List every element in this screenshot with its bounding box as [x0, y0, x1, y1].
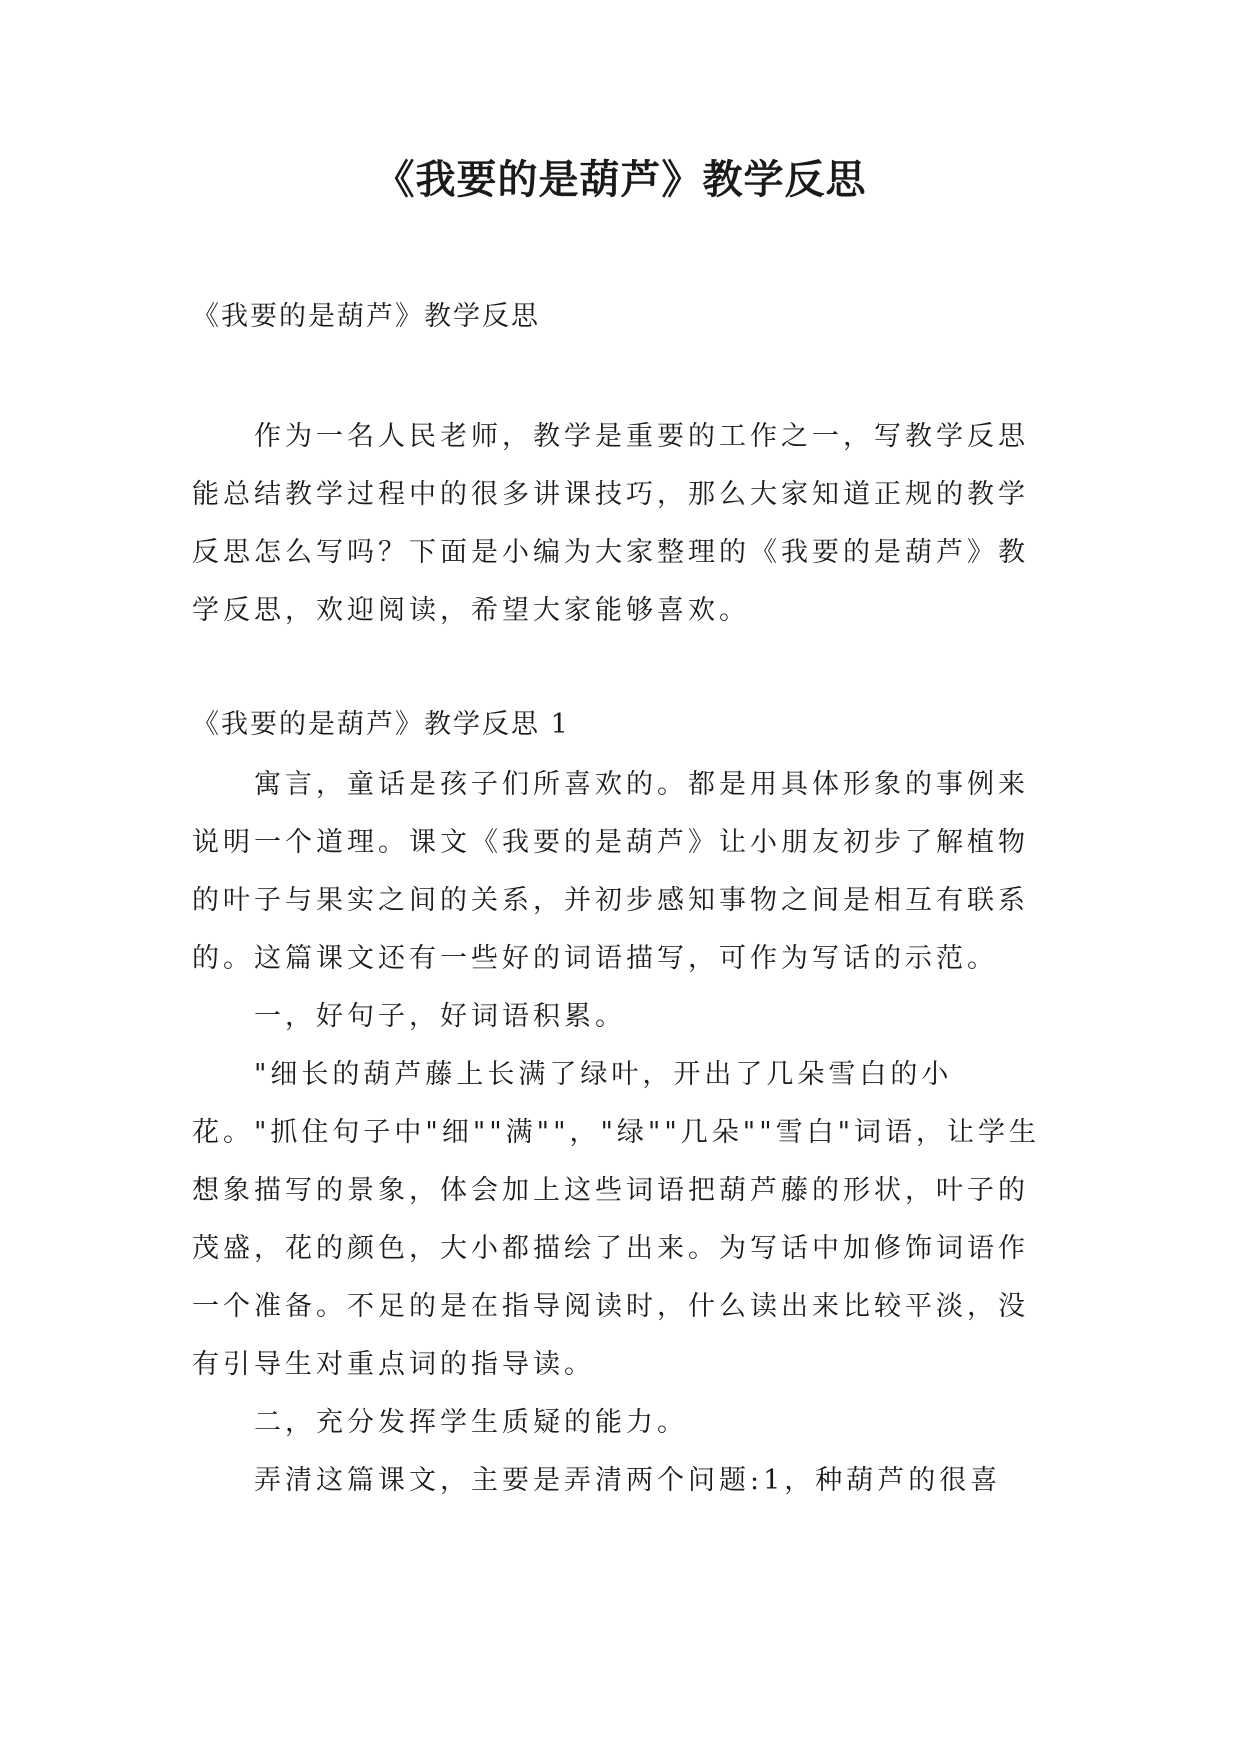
- document-subtitle: 《我要的是葫芦》教学反思: [192, 301, 540, 332]
- body-paragraph: 二，充分发挥学生质疑的能力。: [254, 1407, 688, 1438]
- document-title: 《我要的是葫芦》教学反思: [374, 157, 867, 203]
- body-paragraph: 寓言，童话是孩子们所喜欢的。都是用具体形象的事例来说明一个道理。课文《我要的是葫芦》让小朋友初步了解植物的叶子与果实之间的关系，并初步感知事物之间是相互有联系的。这篇课文还有一些好的词语描写，可作为写话的示范。: [192, 769, 1029, 974]
- intro-paragraph: 作为一名人民老师，教学是重要的工作之一，写教学反思能总结教学过程中的很多讲课技巧，那么大家知道正规的教学反思怎么写吗？下面是小编为大家整理的《我要的是葫芦》教学反思，欢迎阅读，希望大家能够喜欢。: [192, 421, 1029, 626]
- section-heading: 《我要的是葫芦》教学反思 1: [192, 709, 570, 740]
- body-paragraph: 一，好句子，好词语积累。: [254, 1001, 626, 1032]
- section-body: [192, 756, 1052, 1510]
- body-paragraph: 弄清这篇课文，主要是弄清两个问题:1，种葫芦的很喜: [254, 1465, 1002, 1496]
- body-paragraph: "细长的葫芦藤上长满了绿叶，开出了几朵雪白的小花。"抓住句子中"细""满""，"绿""几朵""雪白"词语，让学生想象描写的景象，体会加上这些词语把葫芦藤的形状，叶子的茂盛，花的颜色，大小都描绘了出来。为写话中加修饰词语作一个准备。不足的是在指导阅读时，什么读出来比较平淡，没有引导生对重点词的指导读。: [192, 1059, 1041, 1380]
